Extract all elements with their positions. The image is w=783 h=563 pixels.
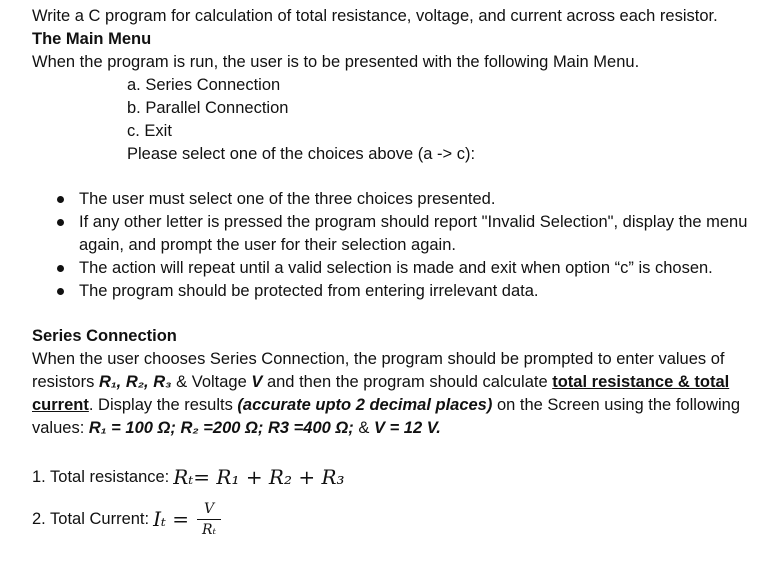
fraction-bar [197, 519, 221, 520]
main-menu-heading: The Main Menu [32, 30, 152, 48]
fraction-numerator: V [203, 501, 215, 517]
rules-list [32, 188, 762, 303]
menu-option-a: a. Series Connection [127, 76, 281, 94]
formula2-lhs: Iₜ = [153, 507, 190, 531]
intro-text: Write a C program for calculation of total resistance, voltage, and current across each resistor. [32, 7, 718, 25]
fraction-denominator: Rₜ [202, 522, 217, 538]
series-heading: Series Connection [32, 327, 177, 345]
spacer [32, 303, 762, 325]
bullet-icon [57, 219, 64, 226]
bullet-icon [57, 288, 64, 295]
menu-option-b: b. Parallel Connection [127, 99, 289, 117]
formula1-expression: Rₜ= R₁ + R₂ + R₃ [173, 465, 345, 489]
formula-total-current [32, 501, 762, 538]
accuracy-note: (accurate upto 2 decimal places) [237, 396, 493, 414]
formula1-label: 1. Total resistance: [32, 468, 170, 486]
voltage-symbol: V [251, 373, 263, 391]
bullet-icon [57, 196, 64, 203]
menu-option-c: c. Exit [127, 122, 172, 140]
rule-item: The program should be protected from entering irrelevant data. [32, 280, 762, 303]
spacer [32, 440, 762, 462]
resistor-names: R₁, R₂, R₃ [98, 373, 172, 391]
rule-item: The action will repeat until a valid selection is made and exit when option “c” is chosen. [32, 257, 762, 280]
voltage-value: V = 12 V. [373, 419, 441, 437]
main-menu-description: When the program is run, the user is to be presented with the following Main Menu. [32, 53, 640, 71]
series-paragraph: When the user chooses Series Connection, the program should be prompted to enter values of resistors R₁, R₂, R₃ & Voltage V and then the program should calculate total resistance & total current. Display the results (accurate upto 2 decimal places) on the Screen using the following values: R₁ = 100 Ω; R₂ =200 Ω; R3 =400 Ω; & V = 12 V. [32, 350, 741, 437]
formula2-fraction [197, 501, 221, 538]
document-page [32, 5, 762, 538]
rule-item: If any other letter is pressed the program should report "Invalid Selection", display the menu again, and prompt the user for their selection again. [32, 211, 762, 257]
calc-target: total resistance & total current [32, 373, 730, 414]
formula2-label: 2. Total Current: [32, 510, 150, 528]
rule-item: The user must select one of the three choices presented. [32, 188, 762, 211]
bullet-icon [57, 265, 64, 272]
resistor-values: R₁ = 100 Ω; R₂ =200 Ω; R3 =400 Ω; [88, 419, 354, 437]
formula-total-resistance [32, 466, 762, 489]
spacer [32, 166, 762, 188]
menu-prompt: Please select one of the choices above (a -> c): [127, 145, 476, 163]
